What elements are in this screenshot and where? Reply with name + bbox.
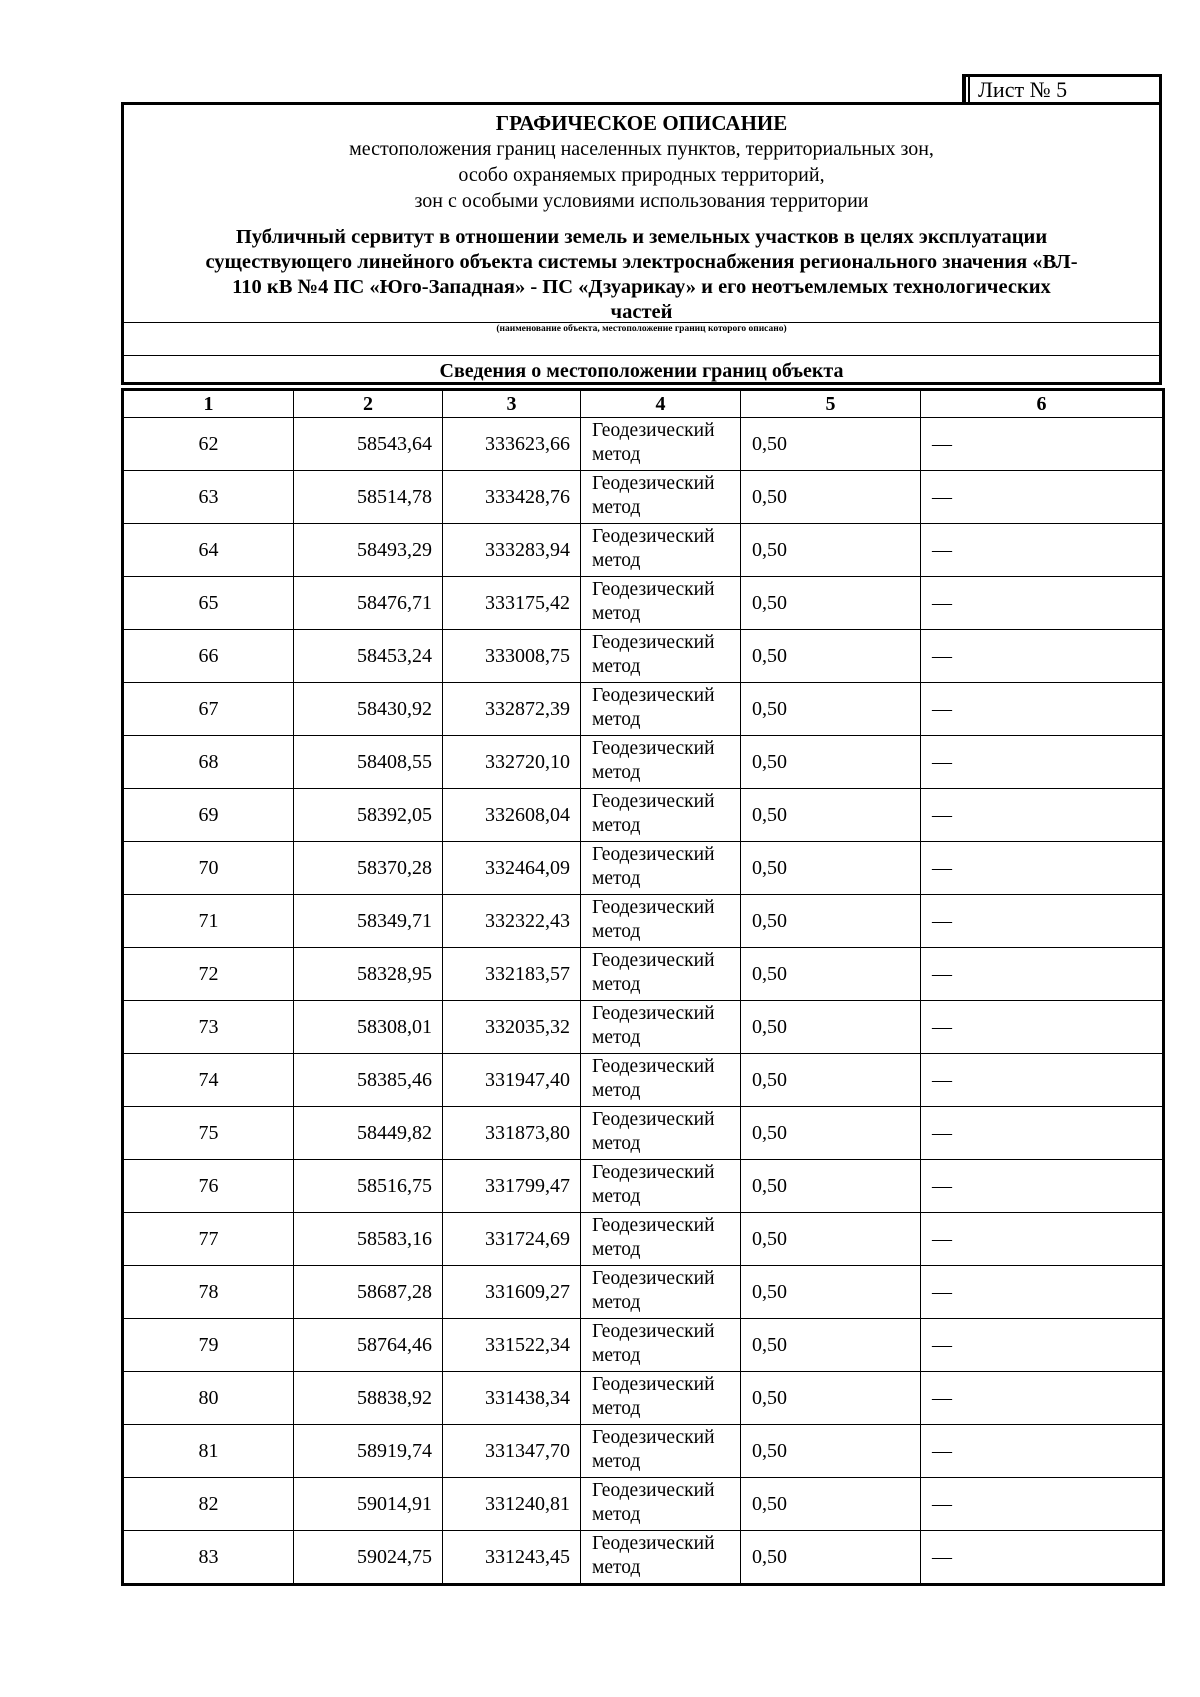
y-coordinate-cell: 332872,39 bbox=[443, 683, 581, 736]
method-cell bbox=[581, 471, 741, 524]
y-coordinate-cell: 331947,40 bbox=[443, 1054, 581, 1107]
table-row bbox=[123, 524, 1164, 577]
document-subtitle bbox=[124, 136, 1159, 214]
y-coordinate-cell: 333283,94 bbox=[443, 524, 581, 577]
description-cell: — bbox=[921, 1531, 1164, 1585]
method-line: метод bbox=[592, 656, 641, 677]
description-cell: — bbox=[921, 1160, 1164, 1213]
table-row bbox=[123, 1319, 1164, 1372]
method-line: метод bbox=[592, 1027, 641, 1048]
method-line: Геодезический bbox=[592, 1109, 715, 1130]
method-cell bbox=[581, 524, 741, 577]
description-cell: — bbox=[921, 948, 1164, 1001]
method-line: метод bbox=[592, 1345, 641, 1366]
method-cell bbox=[581, 1266, 741, 1319]
point-number-cell: 74 bbox=[123, 1054, 294, 1107]
description-cell: — bbox=[921, 789, 1164, 842]
x-coordinate-cell: 58392,05 bbox=[294, 789, 443, 842]
y-coordinate-cell: 332035,32 bbox=[443, 1001, 581, 1054]
document-title: ГРАФИЧЕСКОЕ ОПИСАНИЕ bbox=[495, 111, 788, 135]
method-line: Геодезический bbox=[592, 738, 715, 759]
method-cell bbox=[581, 1425, 741, 1478]
method-line: метод bbox=[592, 709, 641, 730]
method-line: Геодезический bbox=[592, 897, 715, 918]
method-cell bbox=[581, 842, 741, 895]
method-line: метод bbox=[592, 762, 641, 783]
table-row bbox=[123, 948, 1164, 1001]
point-number-cell: 79 bbox=[123, 1319, 294, 1372]
description-cell: — bbox=[921, 895, 1164, 948]
point-number-cell: 83 bbox=[123, 1531, 294, 1585]
description-cell: — bbox=[921, 1372, 1164, 1425]
method-cell bbox=[581, 1001, 741, 1054]
table-row bbox=[123, 1531, 1164, 1585]
point-number-cell: 62 bbox=[123, 418, 294, 471]
table-header-row bbox=[123, 390, 1164, 418]
object-name bbox=[144, 225, 1139, 325]
method-line: Геодезический bbox=[592, 526, 715, 547]
method-line: Геодезический bbox=[592, 950, 715, 971]
x-coordinate-cell: 58838,92 bbox=[294, 1372, 443, 1425]
accuracy-cell: 0,50 bbox=[741, 577, 921, 630]
table-row bbox=[123, 577, 1164, 630]
y-coordinate-cell: 332322,43 bbox=[443, 895, 581, 948]
accuracy-cell: 0,50 bbox=[741, 1531, 921, 1585]
table-row bbox=[123, 736, 1164, 789]
accuracy-cell: 0,50 bbox=[741, 1054, 921, 1107]
sheet-number-label bbox=[962, 74, 1162, 102]
method-line: метод bbox=[592, 868, 641, 889]
method-cell bbox=[581, 577, 741, 630]
method-line: метод bbox=[592, 815, 641, 836]
accuracy-cell: 0,50 bbox=[741, 736, 921, 789]
column-header: 1 bbox=[123, 390, 294, 418]
x-coordinate-cell: 58687,28 bbox=[294, 1266, 443, 1319]
method-cell bbox=[581, 1160, 741, 1213]
y-coordinate-cell: 332183,57 bbox=[443, 948, 581, 1001]
method-cell bbox=[581, 1372, 741, 1425]
x-coordinate-cell: 58370,28 bbox=[294, 842, 443, 895]
method-line: метод bbox=[592, 1504, 641, 1525]
method-cell bbox=[581, 1319, 741, 1372]
method-line: Геодезический bbox=[592, 1268, 715, 1289]
y-coordinate-cell: 333428,76 bbox=[443, 471, 581, 524]
accuracy-cell: 0,50 bbox=[741, 1213, 921, 1266]
accuracy-cell: 0,50 bbox=[741, 948, 921, 1001]
method-line: метод bbox=[592, 603, 641, 624]
accuracy-cell: 0,50 bbox=[741, 471, 921, 524]
x-coordinate-cell: 58349,71 bbox=[294, 895, 443, 948]
point-number-cell: 75 bbox=[123, 1107, 294, 1160]
accuracy-cell: 0,50 bbox=[741, 842, 921, 895]
column-header: 6 bbox=[921, 390, 1164, 418]
table-row bbox=[123, 630, 1164, 683]
y-coordinate-cell: 331240,81 bbox=[443, 1478, 581, 1531]
x-coordinate-cell: 58764,46 bbox=[294, 1319, 443, 1372]
object-name-line: существующего линейного объекта системы электроснабжения регионального значения «ВЛ- bbox=[205, 251, 1078, 273]
accuracy-cell: 0,50 bbox=[741, 1425, 921, 1478]
description-cell: — bbox=[921, 1425, 1164, 1478]
x-coordinate-cell: 58493,29 bbox=[294, 524, 443, 577]
table-row bbox=[123, 1213, 1164, 1266]
method-line: Геодезический bbox=[592, 632, 715, 653]
method-line: метод bbox=[592, 1186, 641, 1207]
method-line: метод bbox=[592, 921, 641, 942]
table-row bbox=[123, 1478, 1164, 1531]
method-cell bbox=[581, 1478, 741, 1531]
y-coordinate-cell: 331243,45 bbox=[443, 1531, 581, 1585]
method-line: метод bbox=[592, 1557, 641, 1578]
x-coordinate-cell: 58449,82 bbox=[294, 1107, 443, 1160]
point-number-cell: 73 bbox=[123, 1001, 294, 1054]
table-row bbox=[123, 842, 1164, 895]
method-line: метод bbox=[592, 1398, 641, 1419]
description-cell: — bbox=[921, 683, 1164, 736]
description-cell: — bbox=[921, 1054, 1164, 1107]
table-row bbox=[123, 1266, 1164, 1319]
method-line: метод bbox=[592, 974, 641, 995]
method-line: Геодезический bbox=[592, 685, 715, 706]
method-cell bbox=[581, 736, 741, 789]
accuracy-cell: 0,50 bbox=[741, 1160, 921, 1213]
method-line: Геодезический bbox=[592, 420, 715, 441]
table-body bbox=[123, 418, 1164, 1585]
description-cell: — bbox=[921, 1266, 1164, 1319]
point-number-cell: 67 bbox=[123, 683, 294, 736]
method-cell bbox=[581, 948, 741, 1001]
x-coordinate-cell: 58385,46 bbox=[294, 1054, 443, 1107]
method-line: Геодезический bbox=[592, 1056, 715, 1077]
method-line: Геодезический bbox=[592, 1162, 715, 1183]
column-header: 2 bbox=[294, 390, 443, 418]
x-coordinate-cell: 58919,74 bbox=[294, 1425, 443, 1478]
y-coordinate-cell: 331724,69 bbox=[443, 1213, 581, 1266]
method-cell bbox=[581, 1107, 741, 1160]
description-cell: — bbox=[921, 1319, 1164, 1372]
method-line: метод bbox=[592, 1292, 641, 1313]
accuracy-cell: 0,50 bbox=[741, 418, 921, 471]
accuracy-cell: 0,50 bbox=[741, 1266, 921, 1319]
x-coordinate-cell: 58516,75 bbox=[294, 1160, 443, 1213]
description-cell: — bbox=[921, 524, 1164, 577]
method-cell bbox=[581, 1054, 741, 1107]
table-row bbox=[123, 895, 1164, 948]
point-number-cell: 71 bbox=[123, 895, 294, 948]
x-coordinate-cell: 58430,92 bbox=[294, 683, 443, 736]
method-line: Геодезический bbox=[592, 1003, 715, 1024]
column-header: 5 bbox=[741, 390, 921, 418]
y-coordinate-cell: 331873,80 bbox=[443, 1107, 581, 1160]
y-coordinate-cell: 333175,42 bbox=[443, 577, 581, 630]
x-coordinate-cell: 58453,24 bbox=[294, 630, 443, 683]
accuracy-cell: 0,50 bbox=[741, 630, 921, 683]
column-header: 3 bbox=[443, 390, 581, 418]
x-coordinate-cell: 58408,55 bbox=[294, 736, 443, 789]
table-row bbox=[123, 789, 1164, 842]
point-number-cell: 63 bbox=[123, 471, 294, 524]
object-name-line: Публичный сервитут в отношении земель и земельных участков в целях эксплуатации bbox=[235, 226, 1048, 248]
x-coordinate-cell: 58476,71 bbox=[294, 577, 443, 630]
accuracy-cell: 0,50 bbox=[741, 1001, 921, 1054]
x-coordinate-cell: 58328,95 bbox=[294, 948, 443, 1001]
divider bbox=[124, 322, 1159, 323]
point-number-cell: 82 bbox=[123, 1478, 294, 1531]
method-line: метод bbox=[592, 497, 641, 518]
table-row bbox=[123, 471, 1164, 524]
description-cell: — bbox=[921, 630, 1164, 683]
point-number-cell: 70 bbox=[123, 842, 294, 895]
description-cell: — bbox=[921, 736, 1164, 789]
method-line: метод bbox=[592, 1239, 641, 1260]
point-number-cell: 64 bbox=[123, 524, 294, 577]
point-number-cell: 68 bbox=[123, 736, 294, 789]
point-number-cell: 69 bbox=[123, 789, 294, 842]
x-coordinate-cell: 59024,75 bbox=[294, 1531, 443, 1585]
sheet-number-text: Лист № 5 bbox=[978, 77, 1068, 102]
y-coordinate-cell: 333623,66 bbox=[443, 418, 581, 471]
accuracy-cell: 0,50 bbox=[741, 1319, 921, 1372]
description-cell: — bbox=[921, 842, 1164, 895]
y-coordinate-cell: 331799,47 bbox=[443, 1160, 581, 1213]
table-row bbox=[123, 1160, 1164, 1213]
y-coordinate-cell: 332720,10 bbox=[443, 736, 581, 789]
divider bbox=[124, 355, 1159, 356]
x-coordinate-cell: 59014,91 bbox=[294, 1478, 443, 1531]
description-cell: — bbox=[921, 471, 1164, 524]
accuracy-cell: 0,50 bbox=[741, 683, 921, 736]
method-line: Геодезический bbox=[592, 1533, 715, 1554]
y-coordinate-cell: 332464,09 bbox=[443, 842, 581, 895]
method-cell bbox=[581, 418, 741, 471]
method-line: Геодезический bbox=[592, 579, 715, 600]
coordinates-table bbox=[121, 388, 1165, 1586]
y-coordinate-cell: 331522,34 bbox=[443, 1319, 581, 1372]
method-line: Геодезический bbox=[592, 1427, 715, 1448]
method-cell bbox=[581, 630, 741, 683]
method-line: Геодезический bbox=[592, 844, 715, 865]
subtitle-line: местоположения границ населенных пунктов, территориальных зон, bbox=[349, 138, 934, 160]
method-line: метод bbox=[592, 1451, 641, 1472]
point-number-cell: 65 bbox=[123, 577, 294, 630]
object-name-line: 110 кВ №4 ПС «Юго-Западная» - ПС «Дзуарикау» и его неотъемлемых технологических bbox=[232, 276, 1051, 298]
y-coordinate-cell: 333008,75 bbox=[443, 630, 581, 683]
document-header bbox=[121, 102, 1162, 385]
object-name-line: частей bbox=[610, 301, 673, 323]
x-coordinate-cell: 58583,16 bbox=[294, 1213, 443, 1266]
description-cell: — bbox=[921, 1001, 1164, 1054]
method-line: Геодезический bbox=[592, 791, 715, 812]
method-line: метод bbox=[592, 550, 641, 571]
x-coordinate-cell: 58308,01 bbox=[294, 1001, 443, 1054]
section-title: Сведения о местоположении границ объекта bbox=[439, 360, 844, 382]
y-coordinate-cell: 331609,27 bbox=[443, 1266, 581, 1319]
point-number-cell: 72 bbox=[123, 948, 294, 1001]
description-cell: — bbox=[921, 418, 1164, 471]
table-row bbox=[123, 683, 1164, 736]
accuracy-cell: 0,50 bbox=[741, 1372, 921, 1425]
accuracy-cell: 0,50 bbox=[741, 895, 921, 948]
method-line: метод bbox=[592, 444, 641, 465]
method-line: Геодезический bbox=[592, 1321, 715, 1342]
method-line: Геодезический bbox=[592, 1374, 715, 1395]
method-line: Геодезический bbox=[592, 473, 715, 494]
method-cell bbox=[581, 1531, 741, 1585]
method-line: Геодезический bbox=[592, 1480, 715, 1501]
description-cell: — bbox=[921, 577, 1164, 630]
description-cell: — bbox=[921, 1478, 1164, 1531]
table-row bbox=[123, 418, 1164, 471]
accuracy-cell: 0,50 bbox=[741, 789, 921, 842]
point-number-cell: 77 bbox=[123, 1213, 294, 1266]
point-number-cell: 78 bbox=[123, 1266, 294, 1319]
accuracy-cell: 0,50 bbox=[741, 1107, 921, 1160]
x-coordinate-cell: 58514,78 bbox=[294, 471, 443, 524]
x-coordinate-cell: 58543,64 bbox=[294, 418, 443, 471]
accuracy-cell: 0,50 bbox=[741, 1478, 921, 1531]
method-cell bbox=[581, 683, 741, 736]
method-line: метод bbox=[592, 1080, 641, 1101]
y-coordinate-cell: 332608,04 bbox=[443, 789, 581, 842]
point-number-cell: 76 bbox=[123, 1160, 294, 1213]
point-number-cell: 66 bbox=[123, 630, 294, 683]
method-line: Геодезический bbox=[592, 1215, 715, 1236]
y-coordinate-cell: 331347,70 bbox=[443, 1425, 581, 1478]
method-line: метод bbox=[592, 1133, 641, 1154]
subtitle-line: особо охраняемых природных территорий, bbox=[458, 164, 825, 186]
point-number-cell: 81 bbox=[123, 1425, 294, 1478]
description-cell: — bbox=[921, 1213, 1164, 1266]
point-number-cell: 80 bbox=[123, 1372, 294, 1425]
object-caption: (наименование объекта, местоположение границ которого описано) bbox=[496, 324, 787, 334]
table-row bbox=[123, 1001, 1164, 1054]
table-row bbox=[123, 1107, 1164, 1160]
y-coordinate-cell: 331438,34 bbox=[443, 1372, 581, 1425]
subtitle-line: зон с особыми условиями использования территории bbox=[414, 190, 869, 212]
method-cell bbox=[581, 789, 741, 842]
method-cell bbox=[581, 895, 741, 948]
description-cell: — bbox=[921, 1107, 1164, 1160]
table-row bbox=[123, 1054, 1164, 1107]
method-cell bbox=[581, 1213, 741, 1266]
table-row bbox=[123, 1372, 1164, 1425]
accuracy-cell: 0,50 bbox=[741, 524, 921, 577]
table-row bbox=[123, 1425, 1164, 1478]
column-header: 4 bbox=[581, 390, 741, 418]
